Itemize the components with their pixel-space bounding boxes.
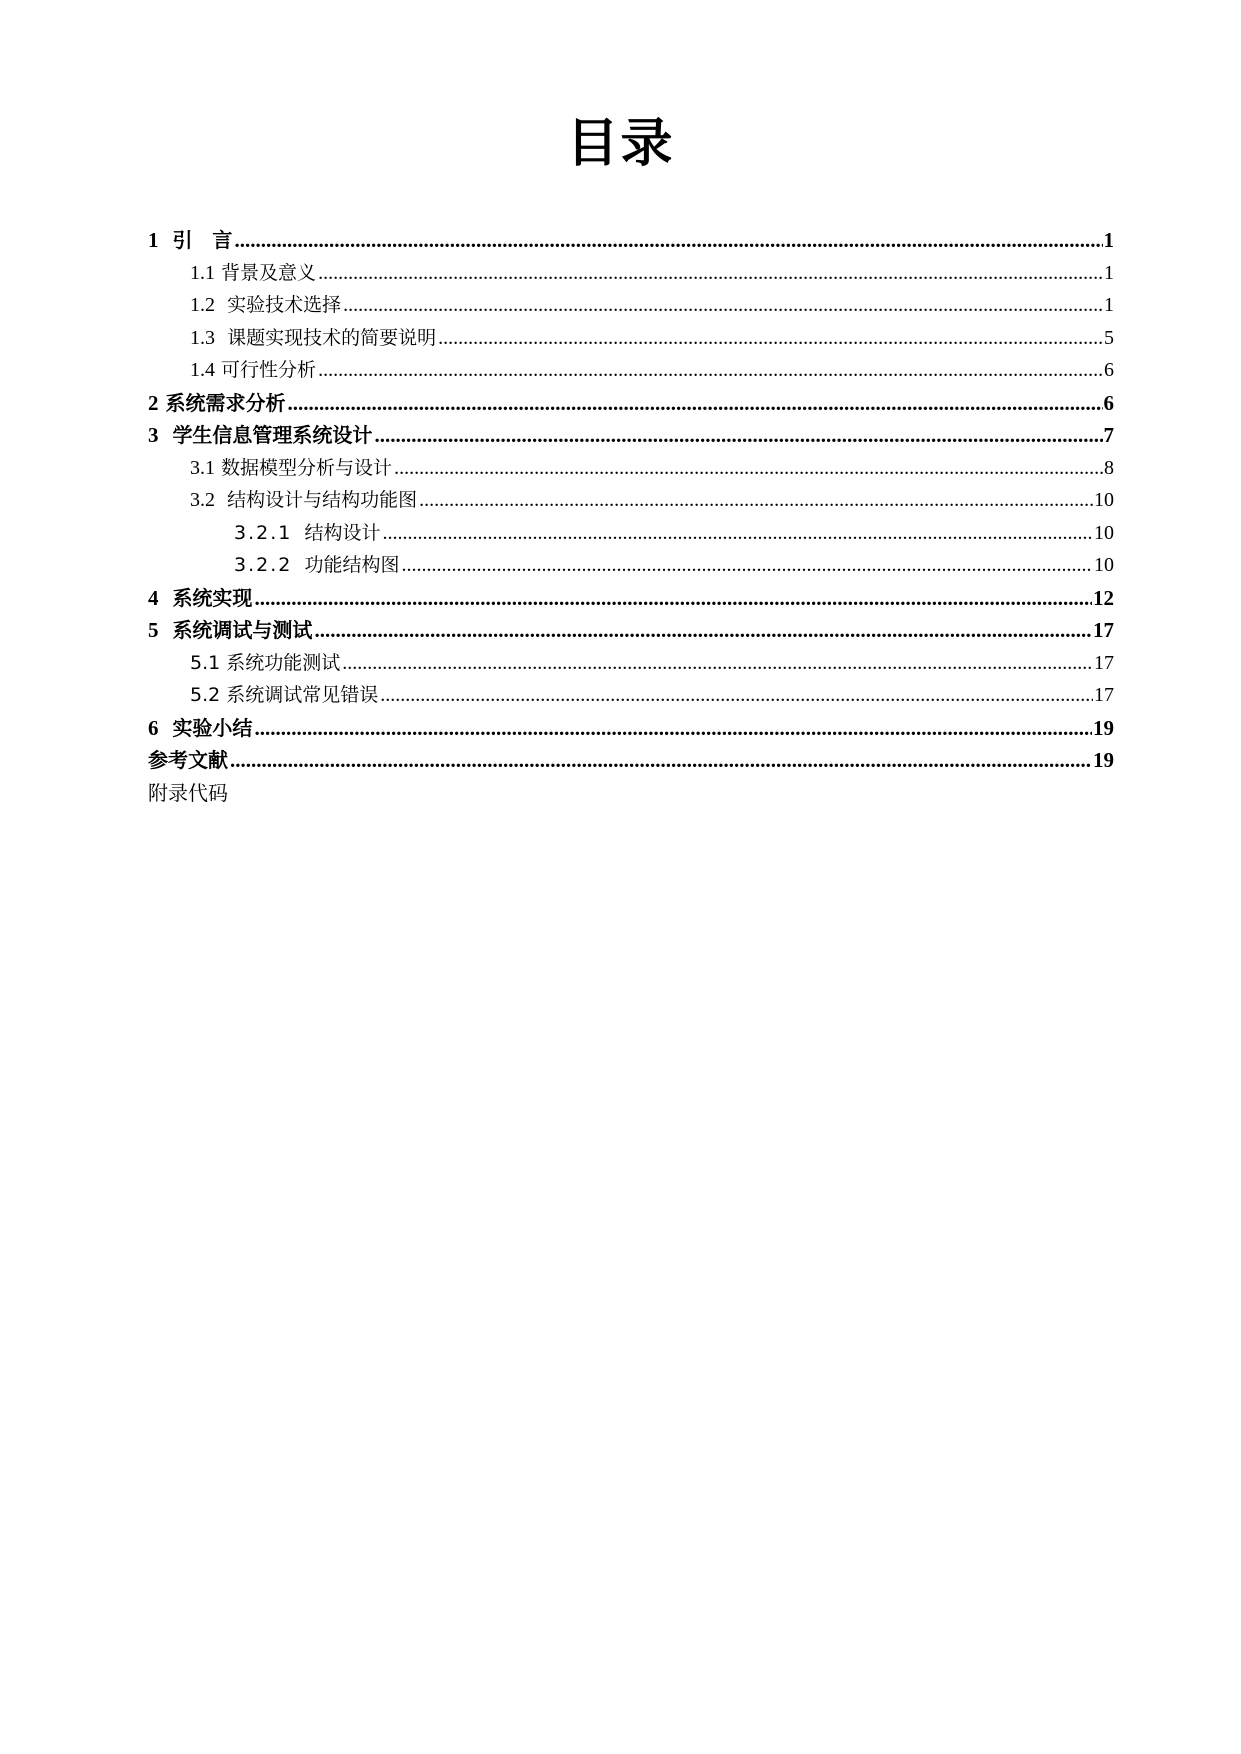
toc-page-number: 10: [1094, 521, 1114, 544]
toc-page-number: 6: [1104, 359, 1114, 381]
toc-entry-1-4[interactable]: [148, 354, 1114, 387]
toc-entry-1-3[interactable]: [148, 322, 1114, 355]
dot-leader: [318, 257, 1103, 290]
toc-entry-label: 附录代码: [148, 780, 228, 805]
toc-page-number: 17: [1094, 651, 1114, 674]
toc-entry-label: 1.4 可行性分析: [190, 359, 317, 381]
toc-entry-label: 3 学生信息管理系统设计: [148, 423, 373, 447]
toc-entry-3-2[interactable]: [148, 484, 1114, 517]
toc-entry-label: 3.2 结构设计与结构功能图: [190, 489, 418, 511]
toc-entry-label: 3.2.1 结构设计: [234, 521, 381, 544]
toc-entry-5-1[interactable]: [148, 647, 1114, 680]
dot-leader: [382, 517, 1093, 550]
toc-page-number: 19: [1093, 715, 1114, 740]
toc-page-number: 10: [1094, 554, 1114, 576]
toc-entry-label: 3.1 数据模型分析与设计: [190, 456, 393, 479]
toc-entry-2[interactable]: [148, 387, 1114, 420]
toc-entry-label: 4 系统实现: [148, 585, 253, 610]
dot-leader: [401, 549, 1093, 582]
toc-entry-label: 1.1 背景及意义: [190, 261, 317, 284]
toc-page-number: 19: [1093, 748, 1114, 772]
toc-entry-label: 3.2.2 功能结构图: [234, 554, 400, 576]
page-title: 目录: [566, 114, 675, 174]
toc-page-number: 8: [1104, 456, 1114, 479]
dot-leader: [314, 614, 1092, 647]
toc-entry-label: 1.3 课题实现技术的简要说明: [190, 326, 437, 349]
toc-entry-1-2[interactable]: [148, 289, 1114, 322]
toc-entry-1[interactable]: [148, 224, 1114, 257]
toc-entry-label: 5.2 系统调试常见错误: [190, 684, 379, 706]
toc-entry-label: 5.1 系统功能测试: [190, 651, 341, 674]
dot-leader: [419, 484, 1093, 517]
toc-entry-5-2[interactable]: [148, 679, 1114, 712]
dot-leader: [318, 354, 1103, 387]
toc-entry-1-1[interactable]: [148, 257, 1114, 290]
toc-entry-label: 1.2 实验技术选择: [190, 294, 342, 316]
toc-entry-label: 参考文献: [148, 748, 228, 772]
toc-entry-3-2-1[interactable]: [148, 517, 1114, 550]
toc-entry-4[interactable]: [148, 582, 1114, 615]
toc-entry-label: 5 系统调试与测试: [148, 618, 313, 642]
toc-page-number: 17: [1093, 618, 1114, 642]
toc-entry-references[interactable]: [148, 744, 1114, 777]
toc-page-number: 12: [1093, 585, 1114, 610]
toc-page-number: 17: [1094, 684, 1114, 706]
toc-page-number: 7: [1103, 423, 1114, 447]
toc-entry-label: 2 系统需求分析: [148, 390, 286, 415]
dot-leader: [380, 679, 1093, 712]
toc-entry-3-2-2[interactable]: [148, 549, 1114, 582]
toc-entry-6[interactable]: [148, 712, 1114, 745]
dot-leader: [254, 582, 1092, 615]
dot-leader: [234, 224, 1102, 257]
toc-entry-3-1[interactable]: [148, 452, 1114, 485]
toc-entry-3[interactable]: [148, 419, 1114, 452]
toc-entry-label: 6 实验小结: [148, 715, 253, 740]
toc-page-number: 10: [1094, 489, 1114, 511]
toc-page-number: 1: [1103, 228, 1114, 252]
dot-leader: [230, 744, 1092, 777]
toc-page-number: 5: [1104, 326, 1114, 349]
toc-page-number: 1: [1104, 294, 1114, 316]
dot-leader: [438, 322, 1103, 355]
dot-leader: [394, 452, 1103, 485]
toc-page-number: 6: [1103, 390, 1114, 415]
table-of-contents: [148, 224, 1114, 809]
toc-entry-label: 1 引 言: [148, 228, 233, 252]
toc-entry-appendix[interactable]: [148, 777, 1114, 810]
dot-leader: [342, 647, 1093, 680]
toc-page-number: 1: [1104, 261, 1114, 284]
dot-leader: [374, 419, 1102, 452]
toc-entry-5[interactable]: [148, 614, 1114, 647]
dot-leader: [254, 712, 1092, 745]
dot-leader: [343, 289, 1103, 322]
dot-leader: [287, 387, 1102, 420]
